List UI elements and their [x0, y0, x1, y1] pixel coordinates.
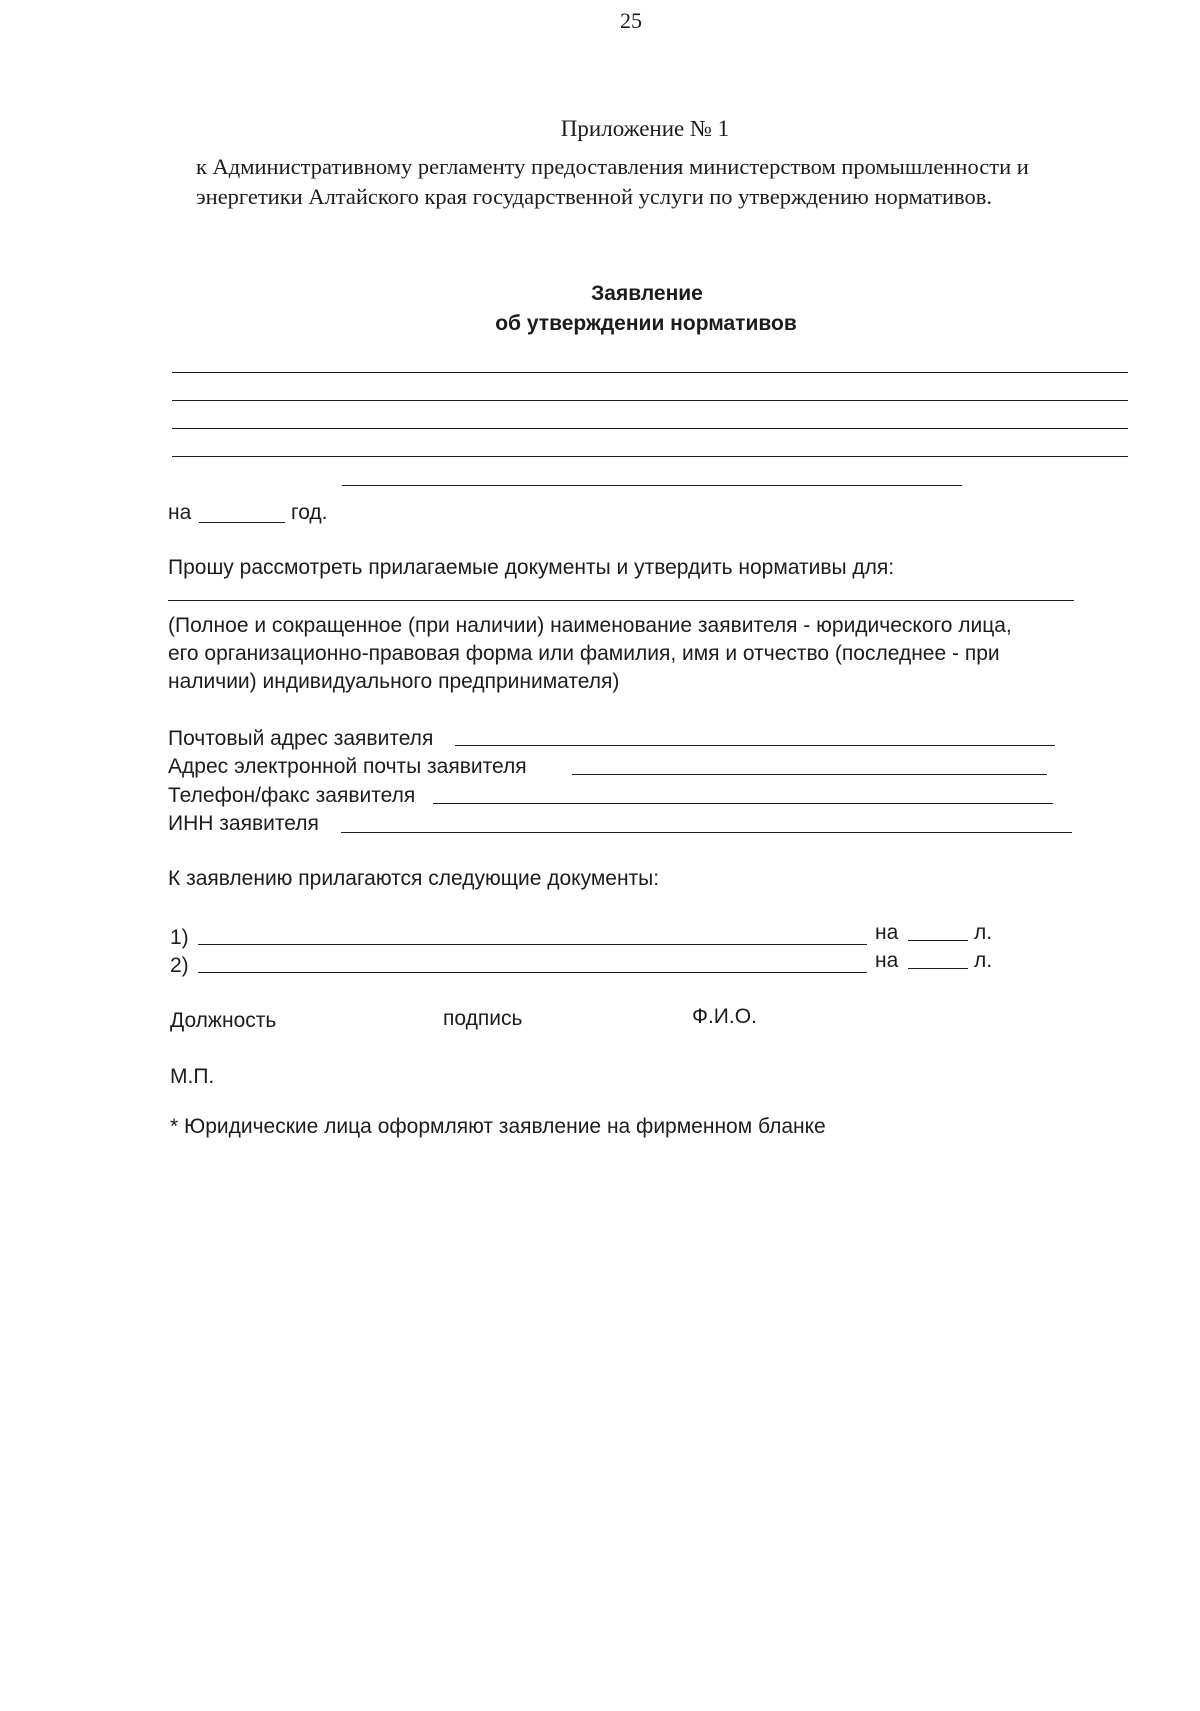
footnote: * Юридические лица оформляют заявление на фирменном бланке [170, 1115, 826, 1138]
blank-line-5[interactable] [342, 485, 962, 486]
email-field[interactable] [572, 774, 1047, 775]
attachment-sheets-prefix: на [875, 921, 899, 944]
page-number: 25 [620, 8, 642, 33]
position-label: Должность [170, 1009, 277, 1032]
attachment-sheets-suffix: л. [974, 921, 993, 944]
year-prefix: на [168, 501, 192, 524]
inn-field[interactable] [341, 832, 1072, 833]
name-label: Ф.И.О. [692, 1005, 757, 1028]
request-text: Прошу рассмотреть прилагаемые документы и утвердить нормативы для: [168, 556, 895, 579]
inn-label: ИНН заявителя [168, 812, 319, 835]
year-suffix: год. [291, 501, 328, 524]
application-title: Заявление [591, 282, 703, 305]
email-label: Адрес электронной почты заявителя [168, 755, 527, 778]
attachment-1-sheets-field[interactable] [908, 940, 968, 941]
blank-line-1[interactable] [172, 372, 1128, 373]
attachment-sheets-suffix: л. [974, 949, 993, 972]
appendix-subtitle: к Административному регламенту предоставления министерством промышленности и энергетики Алтайского края государственной услуги по утверждению нормативов. [196, 154, 1029, 209]
postal-address-label: Почтовый адрес заявителя [168, 727, 434, 750]
blank-line-3[interactable] [172, 428, 1128, 429]
attachments-heading: К заявлению прилагаются следующие документы: [168, 867, 660, 890]
phone-fax-label: Телефон/факс заявителя [168, 784, 416, 807]
attachment-number: 2) [170, 954, 189, 977]
appendix-title: Приложение № 1 [560, 116, 730, 141]
attachment-2-field[interactable] [198, 972, 867, 973]
attachment-number: 1) [170, 926, 189, 949]
signature-label: подпись [443, 1007, 523, 1030]
stamp-label: М.П. [170, 1065, 215, 1088]
blank-line-4[interactable] [172, 456, 1128, 457]
year-field[interactable] [199, 522, 285, 523]
application-subtitle: об утверждении нормативов [495, 312, 797, 335]
attachment-1-field[interactable] [198, 944, 867, 945]
postal-address-field[interactable] [455, 745, 1055, 746]
attachment-sheets-prefix: на [875, 949, 899, 972]
attachment-2-sheets-field[interactable] [908, 968, 968, 969]
phone-fax-field[interactable] [433, 803, 1053, 804]
applicant-note: (Полное и сокращенное (при наличии) наименование заявителя - юридического лица, его организационно-правовая форма или фамилия, имя и отчество (последнее - при наличии) индивидуального предпринимателя) [168, 614, 1012, 693]
applicant-name-field[interactable] [168, 600, 1074, 601]
blank-line-2[interactable] [172, 400, 1128, 401]
